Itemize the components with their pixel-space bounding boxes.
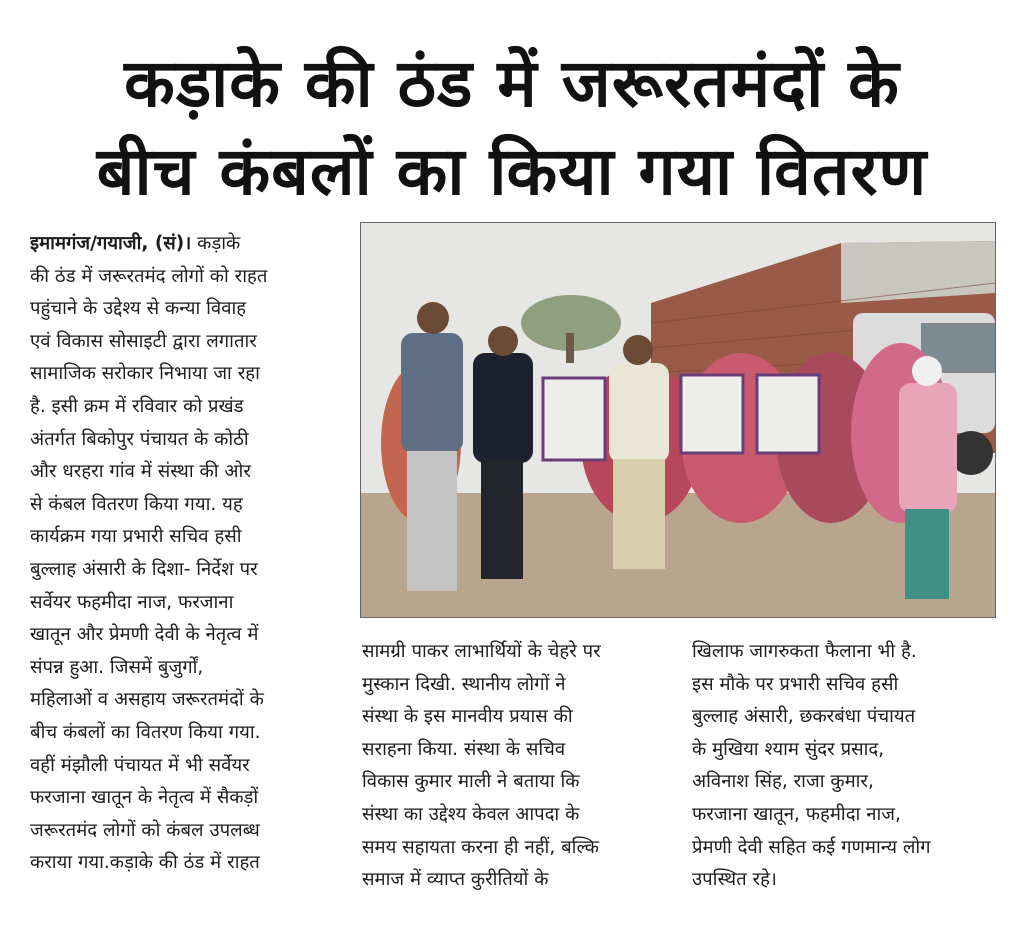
- article-line: संस्था के इस मानवीय प्रयास की: [362, 706, 573, 728]
- article-line: जरूरतमंद लोगों को कंबल उपलब्ध: [30, 819, 260, 841]
- article-line: अंतर्गत बिकोपुर पंचायत के कोठी: [30, 428, 249, 450]
- article-line: प्रेमणी देवी सहित कई गणमान्य लोग: [692, 836, 931, 858]
- article-line: कराया गया.कड़ाके की ठंड में राहत: [30, 852, 260, 874]
- article-line: फरजाना खातून के नेतृत्व में सैकड़ों: [30, 787, 259, 809]
- article-line: फरजाना खातून, फहमीदा नाज,: [692, 803, 901, 825]
- article-line: समय सहायता करना ही नहीं, बल्कि: [362, 836, 600, 858]
- article-line: कार्यक्रम गया प्रभारी सचिव हसी: [30, 526, 242, 548]
- headline-line-2: बीच कंबलों का किया गया वितरण: [96, 133, 928, 210]
- article-line: मुस्कान दिखी. स्थानीय लोगों ने: [362, 673, 566, 695]
- article-column-2: [362, 636, 662, 897]
- article-line: इस मौके पर प्रभारी सचिव हसी: [692, 673, 899, 695]
- article-line: अविनाश सिंह, राजा कुमार,: [692, 771, 874, 793]
- dateline: इमामगंज/गयाजी, (सं)।: [30, 233, 192, 254]
- article-line: वहीं मंझौली पंचायत में भी सर्वेयर: [30, 754, 250, 776]
- article-line: सामाजिक सरोकार निभाया जा रहा: [30, 363, 260, 385]
- article-line: पहुंचाने के उद्देश्य से कन्या विवाह: [30, 298, 247, 320]
- article-line: खातून और प्रेमणी देवी के नेतृत्व में: [30, 624, 259, 646]
- article-line: समाज में व्याप्त कुरीतियों के: [362, 869, 549, 891]
- article-line: विकास कुमार माली ने बताया कि: [362, 771, 580, 793]
- article-line: सर्वेयर फहमीदा नाज, फरजाना: [30, 591, 234, 613]
- headline-line-1: कड़ाके की ठंड में जरूरतमंदों के: [124, 45, 900, 122]
- photo-illustration: [361, 223, 995, 617]
- article-line: सराहना किया. संस्था के सचिव: [362, 738, 566, 760]
- article-line: एवं विकास सोसाइटी द्वारा लगातार: [30, 330, 257, 352]
- article-column-3: [692, 636, 994, 897]
- article-line: महिलाओं व असहाय जरूरतमंदों के: [30, 689, 264, 711]
- article-line: के मुखिया श्याम सुंदर प्रसाद,: [692, 738, 885, 760]
- article-column-1: [30, 228, 338, 880]
- article-line: है. इसी क्रम में रविवार को प्रखंड: [30, 395, 244, 417]
- article-line: संस्था का उद्देश्य केवल आपदा के: [362, 803, 580, 825]
- article-line: की ठंड में जरूरतमंद लोगों को राहत: [30, 265, 268, 287]
- article-line: बुल्लाह अंसारी, छकरबंधा पंचायत: [692, 706, 916, 728]
- article-line: संपन्न हुआ. जिसमें बुजुर्गों,: [30, 656, 204, 678]
- article-line: इमामगंज/गयाजी, (सं)। कड़ाके: [30, 233, 241, 254]
- article-line: बीच कंबलों का वितरण किया गया.: [30, 721, 261, 743]
- article-line: से कंबल वितरण किया गया. यह: [30, 493, 243, 515]
- article-line: और धरहरा गांव में संस्था की ओर: [30, 461, 251, 483]
- article-line: खिलाफ जागरुकता फैलाना भी है.: [692, 641, 917, 662]
- news-photo: [360, 222, 996, 618]
- article-line: उपस्थित रहे।: [692, 869, 777, 891]
- article-line: बुल्लाह अंसारी के दिशा- निर्देश पर: [30, 558, 258, 580]
- article-line: सामग्री पाकर लाभार्थियों के चेहरे पर: [362, 641, 601, 662]
